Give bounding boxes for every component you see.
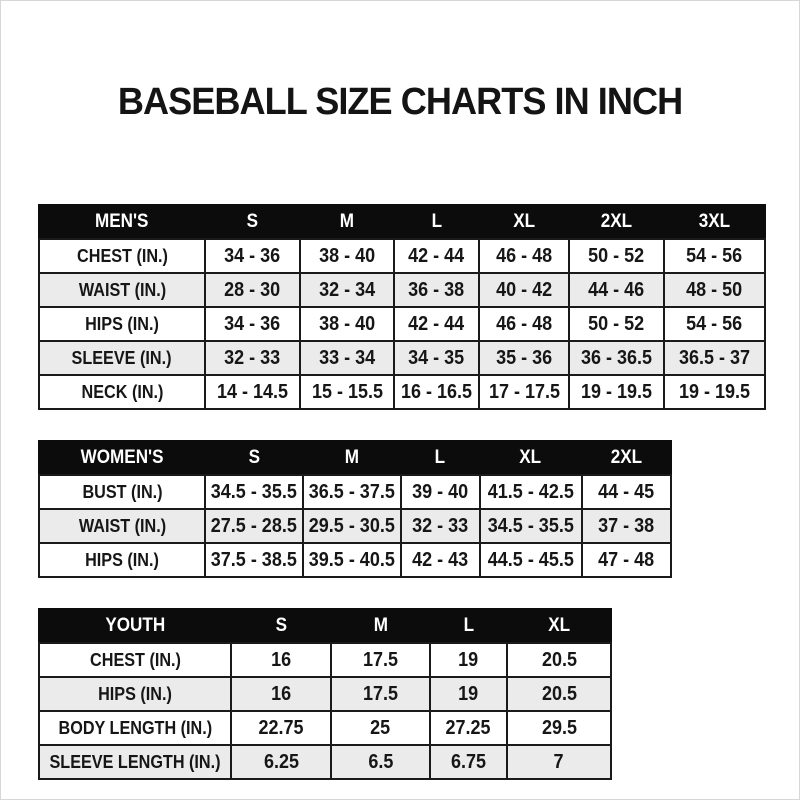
row-label-text: HIPS (IN.) (85, 313, 159, 334)
table-group-label-text: WOMEN'S (80, 447, 164, 468)
size-cell-text: 17.5 (362, 648, 399, 671)
row-label-text: SLEEVE (IN.) (72, 347, 172, 368)
size-cell (300, 273, 394, 307)
row-label-text: BODY LENGTH (IN.) (58, 717, 212, 738)
size-cell (664, 341, 765, 375)
size-column-header-text: 2XL (600, 211, 633, 232)
size-cell (331, 677, 430, 711)
size-cell-text: 34.5 - 35.5 (210, 480, 298, 503)
size-cell-text: 19 (458, 648, 479, 671)
size-cell-text: 40 - 42 (495, 278, 553, 301)
size-cell-text: 17 - 17.5 (488, 380, 560, 403)
size-cell (582, 543, 671, 577)
row-label (39, 307, 205, 341)
size-cell-text: 54 - 56 (686, 312, 743, 335)
table-row (39, 239, 765, 273)
size-cell (507, 677, 611, 711)
size-column-header-text: S (246, 211, 259, 232)
size-cell (569, 239, 664, 273)
size-cell-text: 44 - 46 (588, 278, 645, 301)
page-title (1, 81, 799, 124)
table-group-label (39, 205, 205, 239)
size-cell-text: 38 - 40 (318, 244, 376, 267)
size-cell (401, 509, 480, 543)
table-group-label-text: YOUTH (105, 615, 165, 636)
size-cell (569, 375, 664, 409)
size-column-header (401, 441, 480, 475)
size-cell (507, 711, 611, 745)
size-cell (300, 307, 394, 341)
row-label (39, 543, 205, 577)
size-column-header-text: 2XL (610, 447, 642, 468)
size-cell (569, 273, 664, 307)
size-cell (582, 509, 671, 543)
size-column-header (582, 441, 671, 475)
size-cell (479, 341, 569, 375)
size-cell (430, 711, 507, 745)
size-cell (231, 677, 331, 711)
size-cell-text: 32 - 33 (412, 514, 469, 537)
size-cell (231, 643, 331, 677)
size-cell-text: 48 - 50 (686, 278, 743, 301)
mens-size-table (38, 204, 766, 410)
table-row (39, 341, 765, 375)
size-column-header (303, 441, 401, 475)
size-cell-text: 17.5 (362, 682, 399, 705)
size-cell (430, 677, 507, 711)
size-cell (479, 375, 569, 409)
size-cell (205, 509, 303, 543)
size-cell (331, 643, 430, 677)
size-cell-text: 39.5 - 40.5 (308, 548, 395, 571)
size-cell (479, 307, 569, 341)
row-label (39, 643, 231, 677)
size-cell (394, 375, 479, 409)
size-cell-text: 44.5 - 45.5 (487, 548, 574, 571)
size-column-header-text: L (463, 615, 474, 636)
header-row (39, 441, 671, 475)
size-cell-text: 32 - 33 (224, 346, 281, 369)
size-cell (303, 543, 401, 577)
size-cell-text: 6.5 (368, 750, 394, 773)
row-label (39, 475, 205, 509)
size-column-header (479, 205, 569, 239)
size-cell-text: 50 - 52 (588, 312, 645, 335)
size-cell (430, 745, 507, 779)
size-cell-text: 14 - 14.5 (216, 380, 289, 403)
size-cell-text: 42 - 44 (408, 312, 465, 335)
table-row (39, 677, 611, 711)
size-cell (480, 543, 582, 577)
size-cell-text: 25 (370, 716, 391, 739)
row-label (39, 677, 231, 711)
size-cell (205, 341, 300, 375)
size-cell (664, 273, 765, 307)
row-label-text: SLEEVE LENGTH (IN.) (49, 751, 221, 772)
size-cell-text: 35 - 36 (495, 346, 553, 369)
size-cell-text: 29.5 - 30.5 (308, 514, 395, 537)
size-cell-text: 47 - 48 (598, 548, 655, 571)
size-column-header-text: XL (513, 211, 535, 232)
size-cell (664, 375, 765, 409)
size-column-header-text: XL (548, 615, 570, 636)
size-cell (480, 509, 582, 543)
size-cell-text: 15 - 15.5 (311, 380, 383, 403)
size-cell-text: 54 - 56 (686, 244, 743, 267)
size-cell-text: 6.75 (450, 750, 487, 773)
table-group-label-text: MEN'S (95, 211, 149, 232)
size-cell (507, 643, 611, 677)
size-column-header (480, 441, 582, 475)
table-row (39, 475, 671, 509)
size-cell (300, 239, 394, 273)
size-cell (569, 341, 664, 375)
size-cell (205, 375, 300, 409)
size-cell-text: 22.75 (258, 716, 304, 739)
size-column-header (664, 205, 765, 239)
size-cell (231, 711, 331, 745)
size-cell-text: 36 - 38 (408, 278, 465, 301)
row-label (39, 375, 205, 409)
size-column-header (231, 609, 331, 643)
size-cell-text: 6.25 (263, 750, 299, 773)
row-label-text: NECK (IN.) (81, 381, 163, 402)
table-row (39, 711, 611, 745)
size-column-header-text: L (434, 447, 446, 468)
size-column-header-text: L (431, 211, 442, 232)
row-label-text: CHEST (IN.) (76, 245, 168, 266)
row-label-text: HIPS (IN.) (98, 683, 172, 704)
size-cell (664, 239, 765, 273)
table-row (39, 273, 765, 307)
row-label-text: WAIST (IN.) (78, 515, 166, 536)
size-cell-text: 19 (458, 682, 479, 705)
size-cell (205, 307, 300, 341)
row-label (39, 745, 231, 779)
size-cell (300, 341, 394, 375)
size-cell (231, 745, 331, 779)
size-cell-text: 29.5 (541, 716, 577, 739)
size-cell-text: 50 - 52 (588, 244, 645, 267)
table-group-label (39, 441, 205, 475)
size-cell-text: 19 - 19.5 (678, 380, 751, 403)
size-column-header-text: M (339, 211, 355, 232)
size-column-header (394, 205, 479, 239)
size-column-header-text: S (248, 447, 260, 468)
row-label (39, 711, 231, 745)
womens-size-table (38, 440, 672, 578)
size-cell-text: 27.25 (445, 716, 492, 739)
size-cell-text: 46 - 48 (495, 244, 553, 267)
size-cell-text: 16 - 16.5 (400, 380, 473, 403)
size-cell-text: 36 - 36.5 (580, 346, 653, 369)
size-cell-text: 16 (271, 682, 292, 705)
size-cell-text: 19 - 19.5 (580, 380, 653, 403)
size-cell-text: 34 - 36 (224, 244, 281, 267)
size-cell-text: 46 - 48 (495, 312, 553, 335)
size-cell-text: 28 - 30 (224, 278, 281, 301)
row-label-text: CHEST (IN.) (89, 649, 181, 670)
size-cell-text: 32 - 34 (318, 278, 376, 301)
size-cell (331, 745, 430, 779)
size-cell (303, 475, 401, 509)
size-cell (205, 475, 303, 509)
size-cell-text: 7 (554, 750, 565, 773)
header-row (39, 609, 611, 643)
table-group-label (39, 609, 231, 643)
table-row (39, 745, 611, 779)
size-column-header-text: M (373, 615, 388, 636)
size-cell (205, 543, 303, 577)
table-row (39, 543, 671, 577)
size-cell-text: 27.5 - 28.5 (210, 514, 298, 537)
size-cell (205, 239, 300, 273)
size-cell (479, 239, 569, 273)
size-column-header-text: XL (519, 447, 542, 468)
size-cell-text: 16 (271, 648, 292, 671)
size-cell-text: 34.5 - 35.5 (487, 514, 574, 537)
size-cell (394, 307, 479, 341)
size-cell-text: 37.5 - 38.5 (210, 548, 298, 571)
youth-size-table (38, 608, 612, 780)
size-cell-text: 36.5 - 37.5 (308, 480, 395, 503)
size-cell (394, 341, 479, 375)
size-cell (394, 273, 479, 307)
size-cell-text: 42 - 44 (408, 244, 465, 267)
size-cell (582, 475, 671, 509)
size-cell (394, 239, 479, 273)
table-row (39, 643, 611, 677)
size-cell-text: 20.5 (541, 648, 577, 671)
size-cell (430, 643, 507, 677)
size-cell (331, 711, 430, 745)
size-cell (401, 475, 480, 509)
table-row (39, 509, 671, 543)
size-column-header (205, 205, 300, 239)
row-label-text: HIPS (IN.) (85, 549, 159, 570)
size-cell (507, 745, 611, 779)
row-label-text: WAIST (IN.) (78, 279, 166, 300)
size-cell (401, 543, 480, 577)
size-cell (480, 475, 582, 509)
size-cell-text: 36.5 - 37 (678, 346, 751, 369)
size-cell-text: 44 - 45 (598, 480, 655, 503)
row-label (39, 509, 205, 543)
size-cell-text: 39 - 40 (412, 480, 469, 503)
table-row (39, 375, 765, 409)
size-cell-text: 33 - 34 (318, 346, 376, 369)
size-cell (205, 273, 300, 307)
size-cell-text: 34 - 35 (408, 346, 465, 369)
size-column-header (569, 205, 664, 239)
header-row (39, 205, 765, 239)
row-label-text: BUST (IN.) (81, 481, 163, 502)
size-cell-text: 20.5 (541, 682, 577, 705)
size-column-header-text: S (275, 615, 287, 636)
size-column-header-text: M (344, 447, 359, 468)
size-column-header (205, 441, 303, 475)
row-label (39, 239, 205, 273)
size-cell (569, 307, 664, 341)
size-column-header (507, 609, 611, 643)
size-cell-text: 42 - 43 (412, 548, 469, 571)
size-cell (303, 509, 401, 543)
size-cell (300, 375, 394, 409)
size-cell-text: 38 - 40 (318, 312, 376, 335)
row-label (39, 341, 205, 375)
size-column-header (300, 205, 394, 239)
size-cell (664, 307, 765, 341)
size-cell-text: 41.5 - 42.5 (487, 480, 574, 503)
page-title-text: BASEBALL SIZE CHARTS IN INCH (117, 81, 683, 123)
size-cell-text: 37 - 38 (598, 514, 655, 537)
table-row (39, 307, 765, 341)
size-cell (479, 273, 569, 307)
size-column-header (430, 609, 507, 643)
size-column-header-text: 3XL (698, 211, 731, 232)
row-label (39, 273, 205, 307)
size-column-header (331, 609, 430, 643)
size-cell-text: 34 - 36 (224, 312, 281, 335)
